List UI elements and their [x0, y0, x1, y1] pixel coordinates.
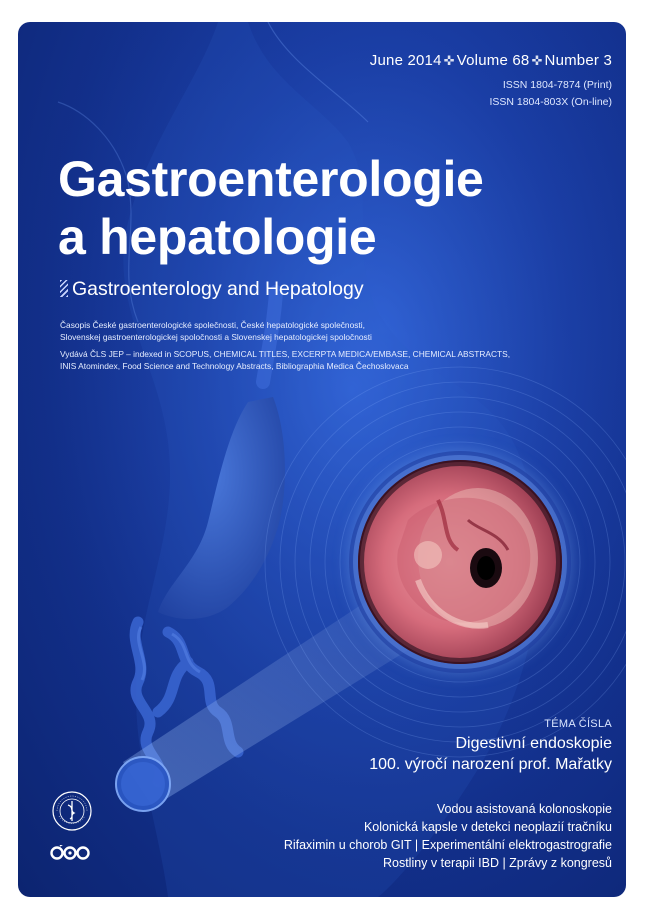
- article-2: Kolonická kapsle v detekci neoplazií tračníku: [363, 820, 612, 834]
- article-4: Rostliny v terapii IBD | Zprávy z kongresů: [382, 856, 612, 870]
- article-3: Rifaximin u chorob GIT | Experimentální elektrogastrografie: [283, 838, 612, 852]
- title-line-1: Gastroenterologie: [58, 151, 484, 207]
- issue-date: June 2014: [369, 52, 442, 69]
- article-1: Vodou asistovaná kolonoskopie: [436, 802, 612, 816]
- theme-topic-1: Digestivní endoskopie: [455, 735, 612, 752]
- issn-online: ISSN 1804-803X (On-line): [489, 96, 612, 108]
- issue-theme-label: TÉMA ČÍSLA: [544, 718, 612, 730]
- issue-number: Number 3: [544, 52, 612, 69]
- cls-jep-seal-logo: [51, 790, 93, 832]
- societies-line-2: Slovenskej gastroenterologickej spoločnosti a Slovenskej hepatologickej spoločnosti: [60, 332, 372, 342]
- journal-cover: [18, 22, 626, 897]
- issue-volume: Volume 68: [456, 52, 530, 69]
- journal-title: [58, 150, 484, 266]
- endoscopy-image: [358, 460, 562, 664]
- indexing-line-2: INIS Atomindex, Food Science and Technology Abstracts, Bibliographia Medica Čechoslovaca: [60, 361, 409, 371]
- stripes-icon: [60, 280, 68, 297]
- indexing-line-1: Vydává ČLS JEP – indexed in SCOPUS, CHEMICAL TITLES, EXCERPTA MEDICA/EMBASE, CHEMICAL ABSTRACTS,: [60, 349, 511, 359]
- issue-info: June 2014 ✜ Volume 68 ✜ Number 3: [369, 52, 612, 69]
- cgs-logo: [50, 845, 90, 861]
- title-line-2: a hepatologie: [58, 209, 377, 265]
- journal-subtitle: Gastroenterology and Hepatology: [60, 278, 364, 301]
- issn-print: ISSN 1804-7874 (Print): [502, 79, 612, 91]
- theme-topic-2: 100. výročí narození prof. Mařatky: [369, 756, 612, 773]
- societies-line-1: Časopis České gastroenterologické společnosti, České hepatologické společnosti,: [60, 320, 365, 330]
